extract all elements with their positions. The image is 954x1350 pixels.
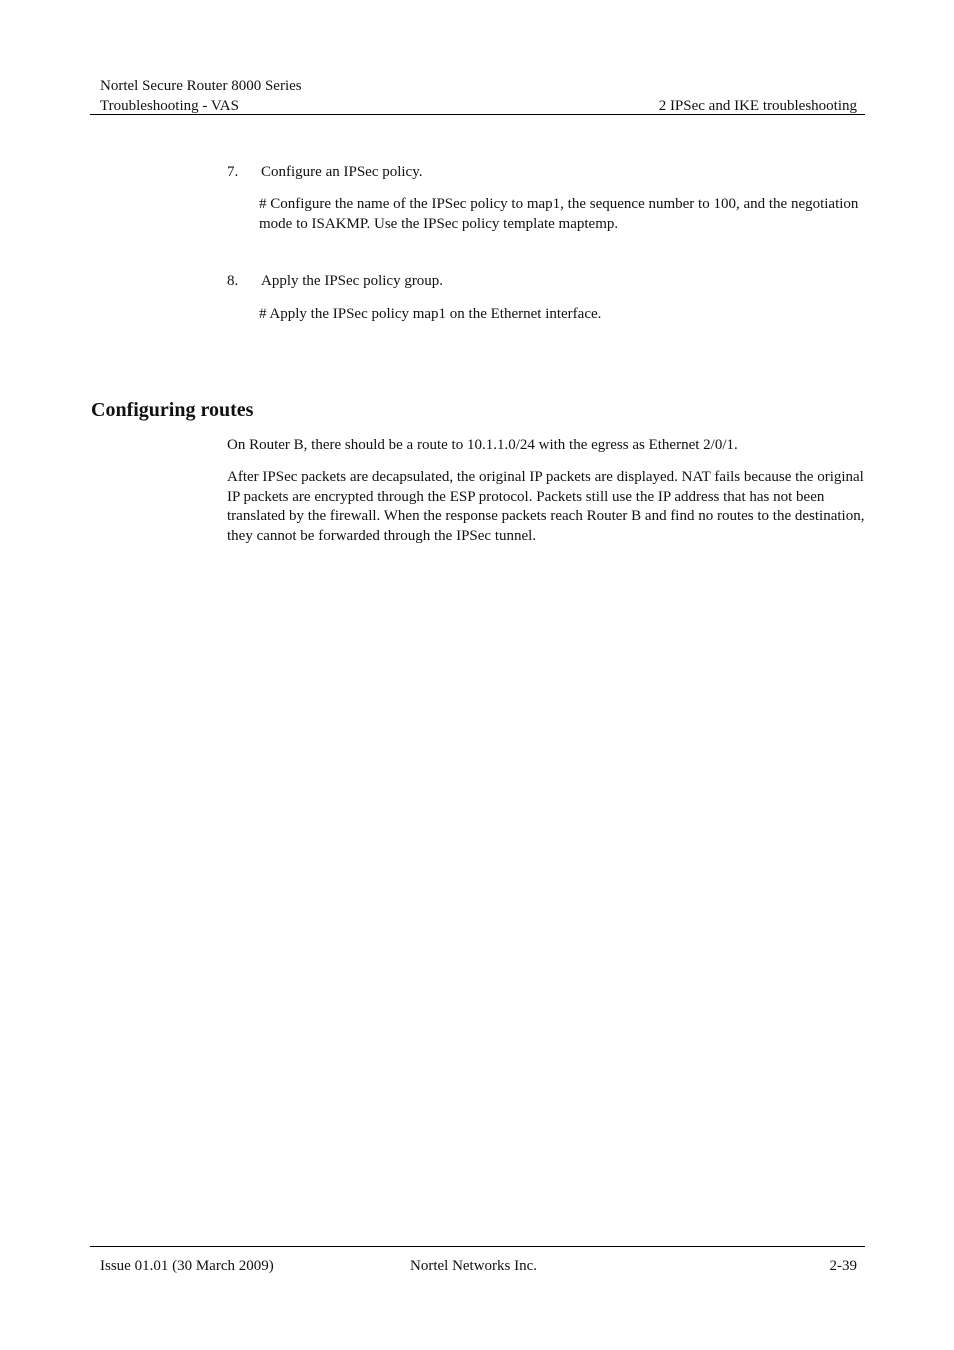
page-footer bbox=[90, 1246, 865, 1274]
header-doc-title: Troubleshooting - VAS bbox=[100, 98, 239, 114]
footer-page-number: 2-39 bbox=[829, 1258, 857, 1274]
step-number: 8. bbox=[227, 273, 239, 289]
footer-issue: Issue 01.01 (30 March 2009) bbox=[100, 1258, 274, 1274]
header-chapter: 2 IPSec and IKE troubleshooting bbox=[658, 98, 857, 114]
section-heading: Configuring routes bbox=[91, 399, 254, 421]
paragraph: On Router B, there should be a route to 10.1.1.0/24 with the egress as Ethernet 2/0/1. bbox=[227, 437, 738, 453]
footer-company: Nortel Networks Inc. bbox=[410, 1258, 538, 1274]
step-number: 7. bbox=[227, 164, 239, 180]
step-title: Apply the IPSec policy group. bbox=[261, 273, 444, 289]
header-left bbox=[100, 76, 302, 116]
page-header bbox=[90, 74, 865, 115]
header-product: Nortel Secure Router 8000 Series bbox=[100, 78, 302, 94]
step-item bbox=[227, 162, 423, 182]
paragraph: After IPSec packets are decapsulated, the original IP packets are displayed. NAT fails because the original IP packets are encrypted through the ESP protocol. Packets still use the IP address that has not been translated by the firewall. When the response packets reach Router B and find no routes to the destination, they cannot be forwarded through the IPSec tunnel. bbox=[227, 469, 865, 544]
step-note: # Apply the IPSec policy map1 on the Ethernet interface. bbox=[259, 306, 602, 322]
step-title: Configure an IPSec policy. bbox=[261, 164, 423, 180]
step-note: # Configure the name of the IPSec policy to map1, the sequence number to 100, and the negotiation mode to ISAKMP. Use the IPSec policy template maptemp. bbox=[259, 196, 859, 232]
step-item bbox=[227, 271, 443, 291]
